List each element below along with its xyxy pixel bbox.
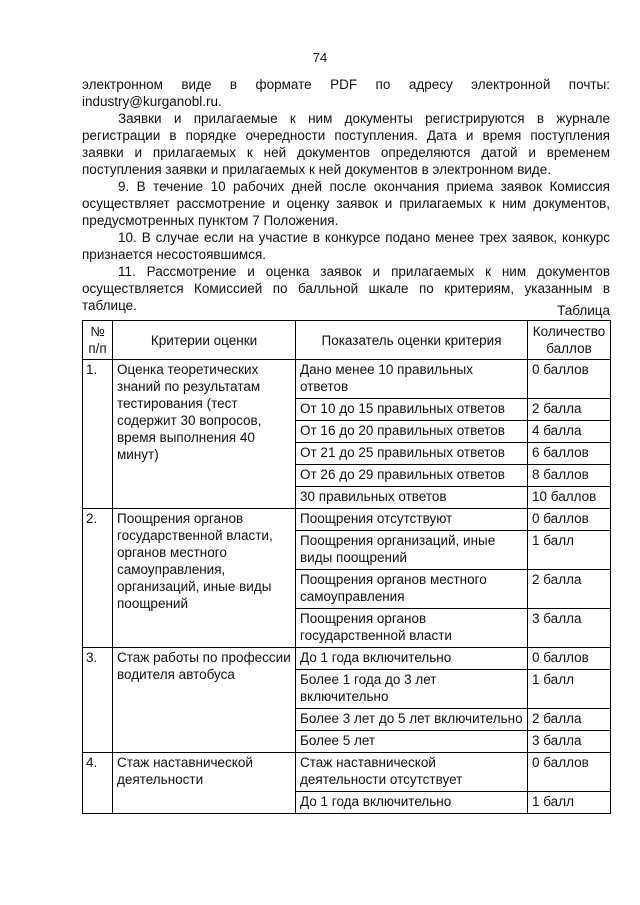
- paragraph: 10. В случае если на участие в конкурсе подано менее трех заявок, конкурс признается несостоявшимся.: [82, 230, 610, 262]
- points-cell: 1 балл: [528, 670, 611, 709]
- indicator-cell: Более 1 года до 3 лет включительно: [296, 670, 528, 709]
- table-row: [83, 509, 611, 531]
- row-number: 1.: [83, 360, 113, 509]
- table-header-row: [83, 321, 611, 360]
- page-number: 74: [312, 50, 328, 65]
- indicator-cell: Дано менее 10 правильных ответов: [296, 360, 528, 399]
- row-number: 3.: [83, 648, 113, 753]
- header-number: № п/п: [83, 321, 113, 360]
- header-points: Количество баллов: [528, 321, 611, 360]
- points-cell: 0 баллов: [528, 509, 611, 531]
- body-text: [82, 76, 610, 314]
- points-cell: 10 баллов: [528, 487, 611, 509]
- indicator-cell: Поощрения отсутствуют: [296, 509, 528, 531]
- table-row: [83, 753, 611, 792]
- paragraph: 11. Рассмотрение и оценка заявок и прилагаемых к ним документов осуществляется Комиссией по балльной шкале по критериям, указанным в таблице.: [82, 264, 610, 313]
- table-row: [83, 360, 611, 399]
- points-cell: 6 баллов: [528, 443, 611, 465]
- criterion-cell: Стаж работы по профессии водителя автобуса: [113, 648, 296, 753]
- criterion-cell: Оценка теоретических знаний по результатам тестирования (тест содержит 30 вопросов, время выполнения 40 минут): [113, 360, 296, 509]
- points-cell: 4 балла: [528, 421, 611, 443]
- indicator-cell: Более 5 лет: [296, 731, 528, 753]
- indicator-cell: От 10 до 15 правильных ответов: [296, 399, 528, 421]
- indicator-cell: Стаж наставнической деятельности отсутствует: [296, 753, 528, 792]
- points-cell: 2 балла: [528, 570, 611, 609]
- points-cell: 0 баллов: [528, 360, 611, 399]
- criteria-table: [82, 320, 611, 814]
- table-row: [83, 648, 611, 670]
- header-criterion: Критерии оценки: [113, 321, 296, 360]
- indicator-cell: До 1 года включительно: [296, 648, 528, 670]
- indicator-cell: От 26 до 29 правильных ответов: [296, 465, 528, 487]
- indicator-cell: От 21 до 25 правильных ответов: [296, 443, 528, 465]
- indicator-cell: 30 правильных ответов: [296, 487, 528, 509]
- points-cell: 0 баллов: [528, 753, 611, 792]
- points-cell: 1 балл: [528, 792, 611, 814]
- table-label: Таблица: [557, 303, 610, 318]
- points-cell: 2 балла: [528, 709, 611, 731]
- points-cell: 2 балла: [528, 399, 611, 421]
- points-cell: 8 баллов: [528, 465, 611, 487]
- paragraph: электронном виде в формате PDF по адресу электронной почты: industry@kurganobl.ru.: [82, 77, 610, 109]
- row-number: 4.: [83, 753, 113, 814]
- paragraph: 9. В течение 10 рабочих дней после окончания приема заявок Комиссия осуществляет рассмотрение и оценку заявок и прилагаемых к ним документов, предусмотренных пунктом 7 Положения.: [82, 179, 610, 228]
- indicator-cell: Более 3 лет до 5 лет включительно: [296, 709, 528, 731]
- points-cell: 0 баллов: [528, 648, 611, 670]
- row-number: 2.: [83, 509, 113, 648]
- header-indicator: Показатель оценки критерия: [296, 321, 528, 360]
- points-cell: 3 балла: [528, 731, 611, 753]
- indicator-cell: От 16 до 20 правильных ответов: [296, 421, 528, 443]
- criterion-cell: Поощрения органов государственной власти, органов местного самоуправления, организаций, иные виды поощрений: [113, 509, 296, 648]
- points-cell: 3 балла: [528, 609, 611, 648]
- paragraph: Заявки и прилагаемые к ним документы регистрируются в журнале регистрации в порядке очередности поступления. Дата и время поступления заявки и прилагаемых к ней документов определяются датой и временем поступления заявки и прилагаемых к ней документов в электронном виде.: [82, 111, 610, 177]
- indicator-cell: До 1 года включительно: [296, 792, 528, 814]
- criterion-cell: Стаж наставнической деятельности: [113, 753, 296, 814]
- indicator-cell: Поощрения органов местного самоуправления: [296, 570, 528, 609]
- indicator-cell: Поощрения органов государственной власти: [296, 609, 528, 648]
- points-cell: 1 балл: [528, 531, 611, 570]
- indicator-cell: Поощрения организаций, иные виды поощрений: [296, 531, 528, 570]
